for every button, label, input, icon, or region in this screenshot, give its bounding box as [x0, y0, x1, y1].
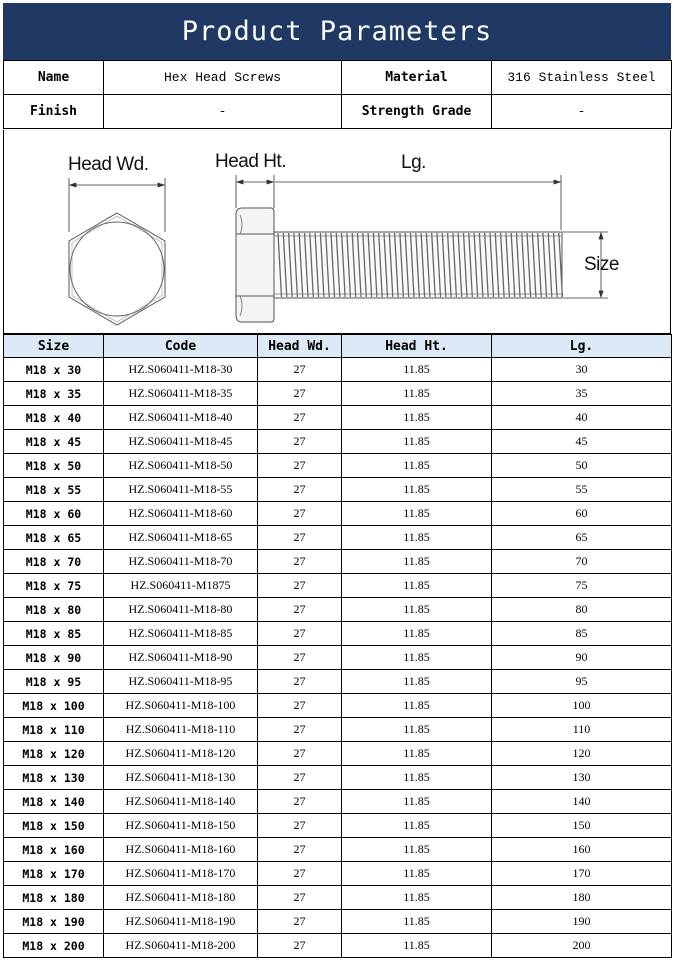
cell-code: HZ.S060411-M18-170 [104, 862, 258, 886]
column-header-length: Lg. [492, 335, 672, 358]
cell-head-ht: 11.85 [342, 478, 492, 502]
cell-code: HZ.S060411-M18-55 [104, 478, 258, 502]
cell-code: HZ.S060411-M18-45 [104, 430, 258, 454]
cell-length: 90 [492, 646, 672, 670]
cell-size: M18 x 170 [4, 862, 104, 886]
cell-length: 120 [492, 742, 672, 766]
cell-head-wd: 27 [258, 766, 342, 790]
table-row [4, 454, 672, 478]
cell-head-wd: 27 [258, 406, 342, 430]
table-row [4, 622, 672, 646]
grade-value: - [492, 95, 672, 129]
table-row [4, 406, 672, 430]
material-value: 316 Stainless Steel [492, 61, 672, 95]
cell-length: 100 [492, 694, 672, 718]
cell-size: M18 x 190 [4, 910, 104, 934]
cell-length: 110 [492, 718, 672, 742]
table-row [4, 382, 672, 406]
cell-size: M18 x 60 [4, 502, 104, 526]
cell-head-wd: 27 [258, 814, 342, 838]
table-row [4, 934, 672, 958]
cell-head-wd: 27 [258, 550, 342, 574]
table-row [4, 910, 672, 934]
cell-head-ht: 11.85 [342, 814, 492, 838]
cell-head-ht: 11.85 [342, 550, 492, 574]
table-row [4, 718, 672, 742]
head-ht-label: Head Ht. [215, 151, 286, 172]
cell-code: HZ.S060411-M18-50 [104, 454, 258, 478]
column-header-head-wd: Head Wd. [258, 335, 342, 358]
table-row [4, 814, 672, 838]
cell-head-wd: 27 [258, 742, 342, 766]
cell-length: 75 [492, 574, 672, 598]
cell-size: M18 x 100 [4, 694, 104, 718]
cell-size: M18 x 200 [4, 934, 104, 958]
cell-length: 80 [492, 598, 672, 622]
cell-size: M18 x 35 [4, 382, 104, 406]
cell-size: M18 x 130 [4, 766, 104, 790]
cell-code: HZ.S060411-M18-30 [104, 358, 258, 382]
cell-head-wd: 27 [258, 502, 342, 526]
cell-head-ht: 11.85 [342, 910, 492, 934]
table-row [4, 766, 672, 790]
cell-size: M18 x 85 [4, 622, 104, 646]
cell-head-ht: 11.85 [342, 574, 492, 598]
cell-length: 130 [492, 766, 672, 790]
head-ht-dimension [236, 175, 274, 208]
cell-length: 65 [492, 526, 672, 550]
cell-head-ht: 11.85 [342, 838, 492, 862]
table-row [4, 502, 672, 526]
hex-head-side-view [236, 208, 274, 322]
cell-size: M18 x 90 [4, 646, 104, 670]
cell-length: 35 [492, 382, 672, 406]
cell-length: 95 [492, 670, 672, 694]
cell-code: HZ.S060411-M18-40 [104, 406, 258, 430]
cell-length: 160 [492, 838, 672, 862]
params-row-1 [4, 61, 672, 95]
specs-table [3, 334, 672, 958]
cell-code: HZ.S060411-M1875 [104, 574, 258, 598]
cell-length: 70 [492, 550, 672, 574]
head-wd-dimension [69, 178, 165, 232]
table-row [4, 886, 672, 910]
table-row [4, 526, 672, 550]
cell-size: M18 x 55 [4, 478, 104, 502]
cell-length: 170 [492, 862, 672, 886]
cell-head-wd: 27 [258, 526, 342, 550]
table-row [4, 358, 672, 382]
column-header-head-ht: Head Ht. [342, 335, 492, 358]
cell-length: 30 [492, 358, 672, 382]
cell-length: 190 [492, 910, 672, 934]
cell-head-ht: 11.85 [342, 934, 492, 958]
cell-code: HZ.S060411-M18-35 [104, 382, 258, 406]
cell-head-wd: 27 [258, 910, 342, 934]
cell-size: M18 x 70 [4, 550, 104, 574]
cell-head-wd: 27 [258, 694, 342, 718]
cell-size: M18 x 75 [4, 574, 104, 598]
grade-label: Strength Grade [342, 95, 492, 129]
cell-head-ht: 11.85 [342, 622, 492, 646]
cell-size: M18 x 50 [4, 454, 104, 478]
cell-head-wd: 27 [258, 382, 342, 406]
table-row [4, 430, 672, 454]
cell-code: HZ.S060411-M18-160 [104, 838, 258, 862]
table-row [4, 862, 672, 886]
table-row [4, 646, 672, 670]
cell-size: M18 x 65 [4, 526, 104, 550]
cell-length: 140 [492, 790, 672, 814]
cell-code: HZ.S060411-M18-130 [104, 766, 258, 790]
cell-size: M18 x 120 [4, 742, 104, 766]
cell-length: 60 [492, 502, 672, 526]
cell-head-wd: 27 [258, 838, 342, 862]
cell-head-wd: 27 [258, 478, 342, 502]
cell-head-ht: 11.85 [342, 598, 492, 622]
threaded-shaft [274, 232, 562, 298]
cell-code: HZ.S060411-M18-60 [104, 502, 258, 526]
product-sheet [3, 3, 671, 959]
cell-length: 85 [492, 622, 672, 646]
cell-length: 40 [492, 406, 672, 430]
params-table [3, 60, 672, 129]
cell-size: M18 x 30 [4, 358, 104, 382]
cell-head-wd: 27 [258, 670, 342, 694]
cell-size: M18 x 140 [4, 790, 104, 814]
cell-head-ht: 11.85 [342, 742, 492, 766]
table-row [4, 838, 672, 862]
cell-head-wd: 27 [258, 886, 342, 910]
params-row-2 [4, 95, 672, 129]
specs-header-row [4, 335, 672, 358]
cell-head-ht: 11.85 [342, 382, 492, 406]
cell-size: M18 x 40 [4, 406, 104, 430]
cell-code: HZ.S060411-M18-95 [104, 670, 258, 694]
cell-size: M18 x 80 [4, 598, 104, 622]
cell-code: HZ.S060411-M18-180 [104, 886, 258, 910]
cell-code: HZ.S060411-M18-200 [104, 934, 258, 958]
table-row [4, 478, 672, 502]
name-value: Hex Head Screws [104, 61, 342, 95]
cell-head-ht: 11.85 [342, 790, 492, 814]
cell-code: HZ.S060411-M18-110 [104, 718, 258, 742]
screw-diagram [3, 130, 671, 334]
cell-head-wd: 27 [258, 430, 342, 454]
hex-head-end-view [69, 213, 165, 325]
cell-length: 150 [492, 814, 672, 838]
cell-head-wd: 27 [258, 646, 342, 670]
cell-code: HZ.S060411-M18-90 [104, 646, 258, 670]
cell-size: M18 x 95 [4, 670, 104, 694]
cell-size: M18 x 150 [4, 814, 104, 838]
table-row [4, 574, 672, 598]
table-row [4, 694, 672, 718]
cell-head-ht: 11.85 [342, 454, 492, 478]
cell-size: M18 x 180 [4, 886, 104, 910]
cell-head-ht: 11.85 [342, 862, 492, 886]
column-header-size: Size [4, 335, 104, 358]
cell-head-ht: 11.85 [342, 886, 492, 910]
cell-head-ht: 11.85 [342, 766, 492, 790]
cell-head-ht: 11.85 [342, 718, 492, 742]
table-row [4, 790, 672, 814]
finish-value: - [104, 95, 342, 129]
cell-code: HZ.S060411-M18-120 [104, 742, 258, 766]
material-label: Material [342, 61, 492, 95]
cell-head-ht: 11.85 [342, 670, 492, 694]
table-row [4, 670, 672, 694]
cell-code: HZ.S060411-M18-70 [104, 550, 258, 574]
cell-head-ht: 11.85 [342, 646, 492, 670]
length-label: Lg. [401, 152, 426, 173]
name-label: Name [4, 61, 104, 95]
cell-length: 50 [492, 454, 672, 478]
cell-head-wd: 27 [258, 790, 342, 814]
cell-head-ht: 11.85 [342, 502, 492, 526]
cell-length: 200 [492, 934, 672, 958]
cell-head-wd: 27 [258, 358, 342, 382]
cell-head-wd: 27 [258, 718, 342, 742]
column-header-code: Code [104, 335, 258, 358]
head-wd-label: Head Wd. [68, 154, 149, 175]
cell-head-wd: 27 [258, 598, 342, 622]
cell-size: M18 x 160 [4, 838, 104, 862]
cell-head-ht: 11.85 [342, 694, 492, 718]
cell-head-wd: 27 [258, 934, 342, 958]
cell-head-wd: 27 [258, 454, 342, 478]
cell-code: HZ.S060411-M18-65 [104, 526, 258, 550]
cell-size: M18 x 45 [4, 430, 104, 454]
cell-head-wd: 27 [258, 862, 342, 886]
table-row [4, 550, 672, 574]
cell-length: 45 [492, 430, 672, 454]
cell-code: HZ.S060411-M18-80 [104, 598, 258, 622]
cell-code: HZ.S060411-M18-140 [104, 790, 258, 814]
cell-code: HZ.S060411-M18-100 [104, 694, 258, 718]
cell-head-wd: 27 [258, 574, 342, 598]
finish-label: Finish [4, 95, 104, 129]
cell-code: HZ.S060411-M18-85 [104, 622, 258, 646]
cell-size: M18 x 110 [4, 718, 104, 742]
cell-length: 55 [492, 478, 672, 502]
cell-head-wd: 27 [258, 622, 342, 646]
cell-head-ht: 11.85 [342, 406, 492, 430]
cell-head-ht: 11.85 [342, 526, 492, 550]
size-label: Size [584, 254, 619, 275]
length-dimension [275, 175, 561, 230]
cell-code: HZ.S060411-M18-190 [104, 910, 258, 934]
cell-length: 180 [492, 886, 672, 910]
table-row [4, 598, 672, 622]
table-row [4, 742, 672, 766]
page-title: Product Parameters [3, 3, 671, 60]
cell-head-ht: 11.85 [342, 430, 492, 454]
cell-code: HZ.S060411-M18-150 [104, 814, 258, 838]
cell-head-ht: 11.85 [342, 358, 492, 382]
